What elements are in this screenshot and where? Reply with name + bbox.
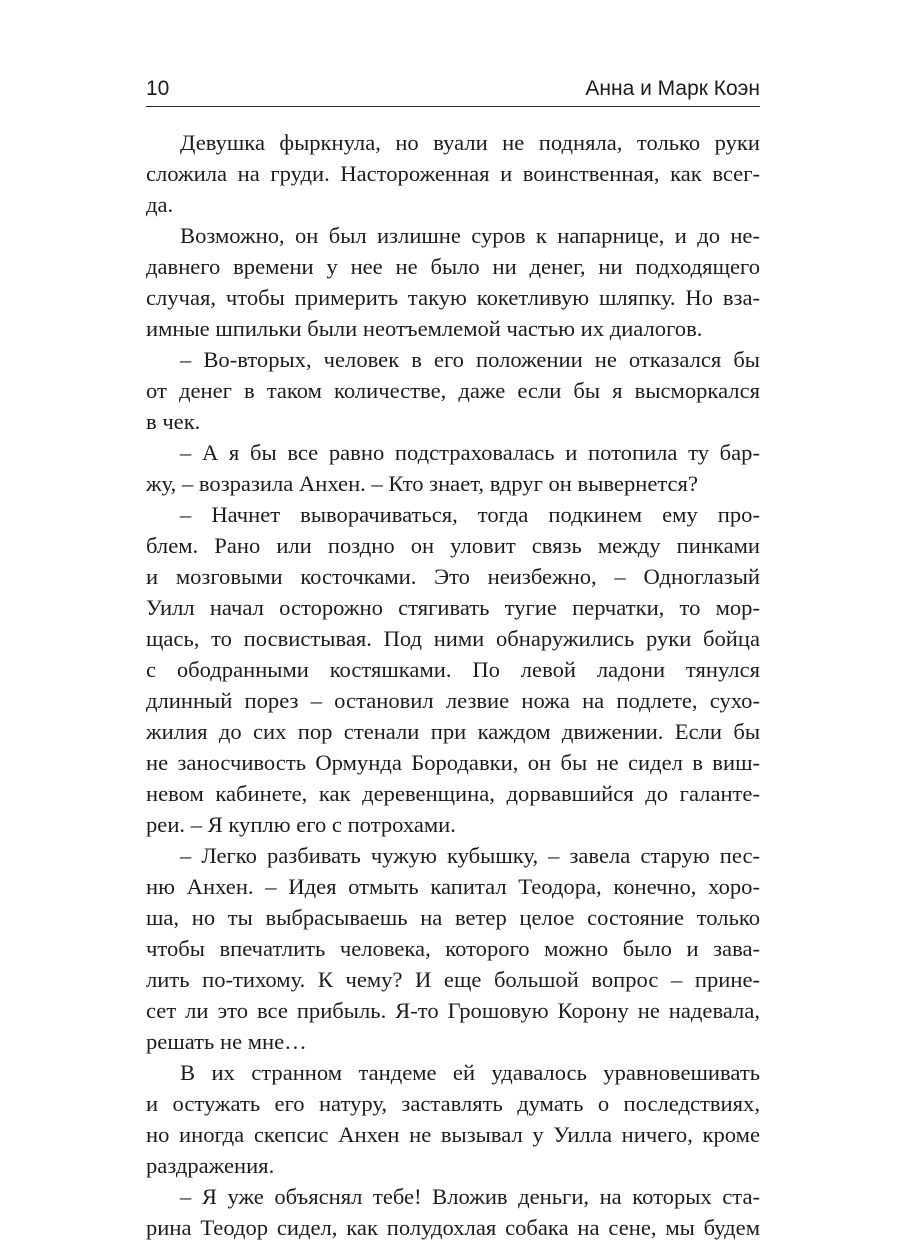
text-line: длинный порез – остановил лезвие ножа на подлете, сухо- bbox=[146, 688, 760, 713]
text-line: и мозговыми косточками. Это неизбежно, – Одноглазый bbox=[146, 564, 760, 589]
text-line: Девушка фыркнула, но вуали не подняла, только руки bbox=[180, 130, 760, 155]
text-line: невом кабинете, как деревенщина, дорвавшийся до галанте- bbox=[146, 781, 760, 806]
text-line: но иногда скепсис Анхен не вызывал у Уилла ничего, кроме bbox=[146, 1122, 760, 1147]
text-line: реи. – Я куплю его с потрохами. bbox=[146, 812, 456, 837]
text-line: блем. Рано или поздно он уловит связь между пинками bbox=[146, 533, 760, 558]
text-line: В их странном тандеме ей удавалось уравновешивать bbox=[180, 1060, 760, 1085]
text-line: – А я бы все равно подстраховалась и потопила ту бар- bbox=[180, 440, 760, 465]
text-line: да. bbox=[146, 192, 174, 217]
text-line: и остужать его натуру, заставлять думать о последствиях, bbox=[146, 1091, 760, 1116]
text-line: Уилл начал осторожно стягивать тугие перчатки, то мор- bbox=[146, 595, 760, 620]
text-line: сет ли это все прибыль. Я-то Грошовую Корону не надевала, bbox=[146, 998, 760, 1023]
text-line: ню Анхен. – Идея отмыть капитал Теодора, конечно, хоро- bbox=[146, 874, 760, 899]
running-header bbox=[146, 72, 760, 107]
text-line: лить по-тихому. К чему? И еще большой вопрос – прине- bbox=[146, 967, 760, 992]
running-title: Анна и Марк Коэн bbox=[585, 77, 760, 100]
text-line: чтобы впечатлить человека, которого можно было и зава- bbox=[146, 936, 760, 961]
text-line: случая, чтобы примерить такую кокетливую шляпку. Но вза- bbox=[146, 285, 760, 310]
text-line: решать не мне… bbox=[146, 1029, 307, 1054]
body-text bbox=[146, 127, 760, 1243]
text-line: ша, но ты выбрасываешь на ветер целое состояние только bbox=[146, 905, 760, 930]
text-line: жу, – возразила Анхен. – Кто знает, вдруг он вывернется? bbox=[146, 471, 698, 496]
text-line: раздражения. bbox=[146, 1153, 275, 1178]
text-line: рина Теодор сидел, как полудохлая собака на сене, мы будем bbox=[146, 1215, 760, 1240]
text-line: – Начнет выворачиваться, тогда подкинем ему про- bbox=[180, 502, 760, 527]
text-line: – Легко разбивать чужую кубышку, – завела старую пес- bbox=[180, 843, 760, 868]
text-line: сложила на груди. Настороженная и воинственная, как всег- bbox=[146, 161, 760, 186]
page-number: 10 bbox=[146, 77, 170, 100]
text-line: не заносчивость Ормунда Бородавки, он бы не сидел в виш- bbox=[146, 750, 760, 775]
text-line: – Во-вторых, человек в его положении не отказался бы bbox=[180, 347, 760, 372]
text-line: в чек. bbox=[146, 409, 201, 434]
text-line: имные шпильки были неотъемлемой частью их диалогов. bbox=[146, 316, 703, 341]
text-line: щась, то посвистывая. Под ними обнаружились руки бойца bbox=[146, 626, 760, 651]
text-line: жилия до сих пор стенали при каждом движении. Если бы bbox=[146, 719, 760, 744]
text-line: – Я уже объяснял тебе! Вложив деньги, на которых ста- bbox=[180, 1184, 760, 1209]
text-line: от денег в таком количестве, даже если бы я высморкался bbox=[146, 378, 760, 403]
text-line: Возможно, он был излишне суров к напарнице, и до не- bbox=[180, 223, 760, 248]
text-line: давнего времени у нее не было ни денег, ни подходящего bbox=[146, 254, 760, 279]
text-line: с ободранными костяшками. По левой ладони тянулся bbox=[146, 657, 760, 682]
